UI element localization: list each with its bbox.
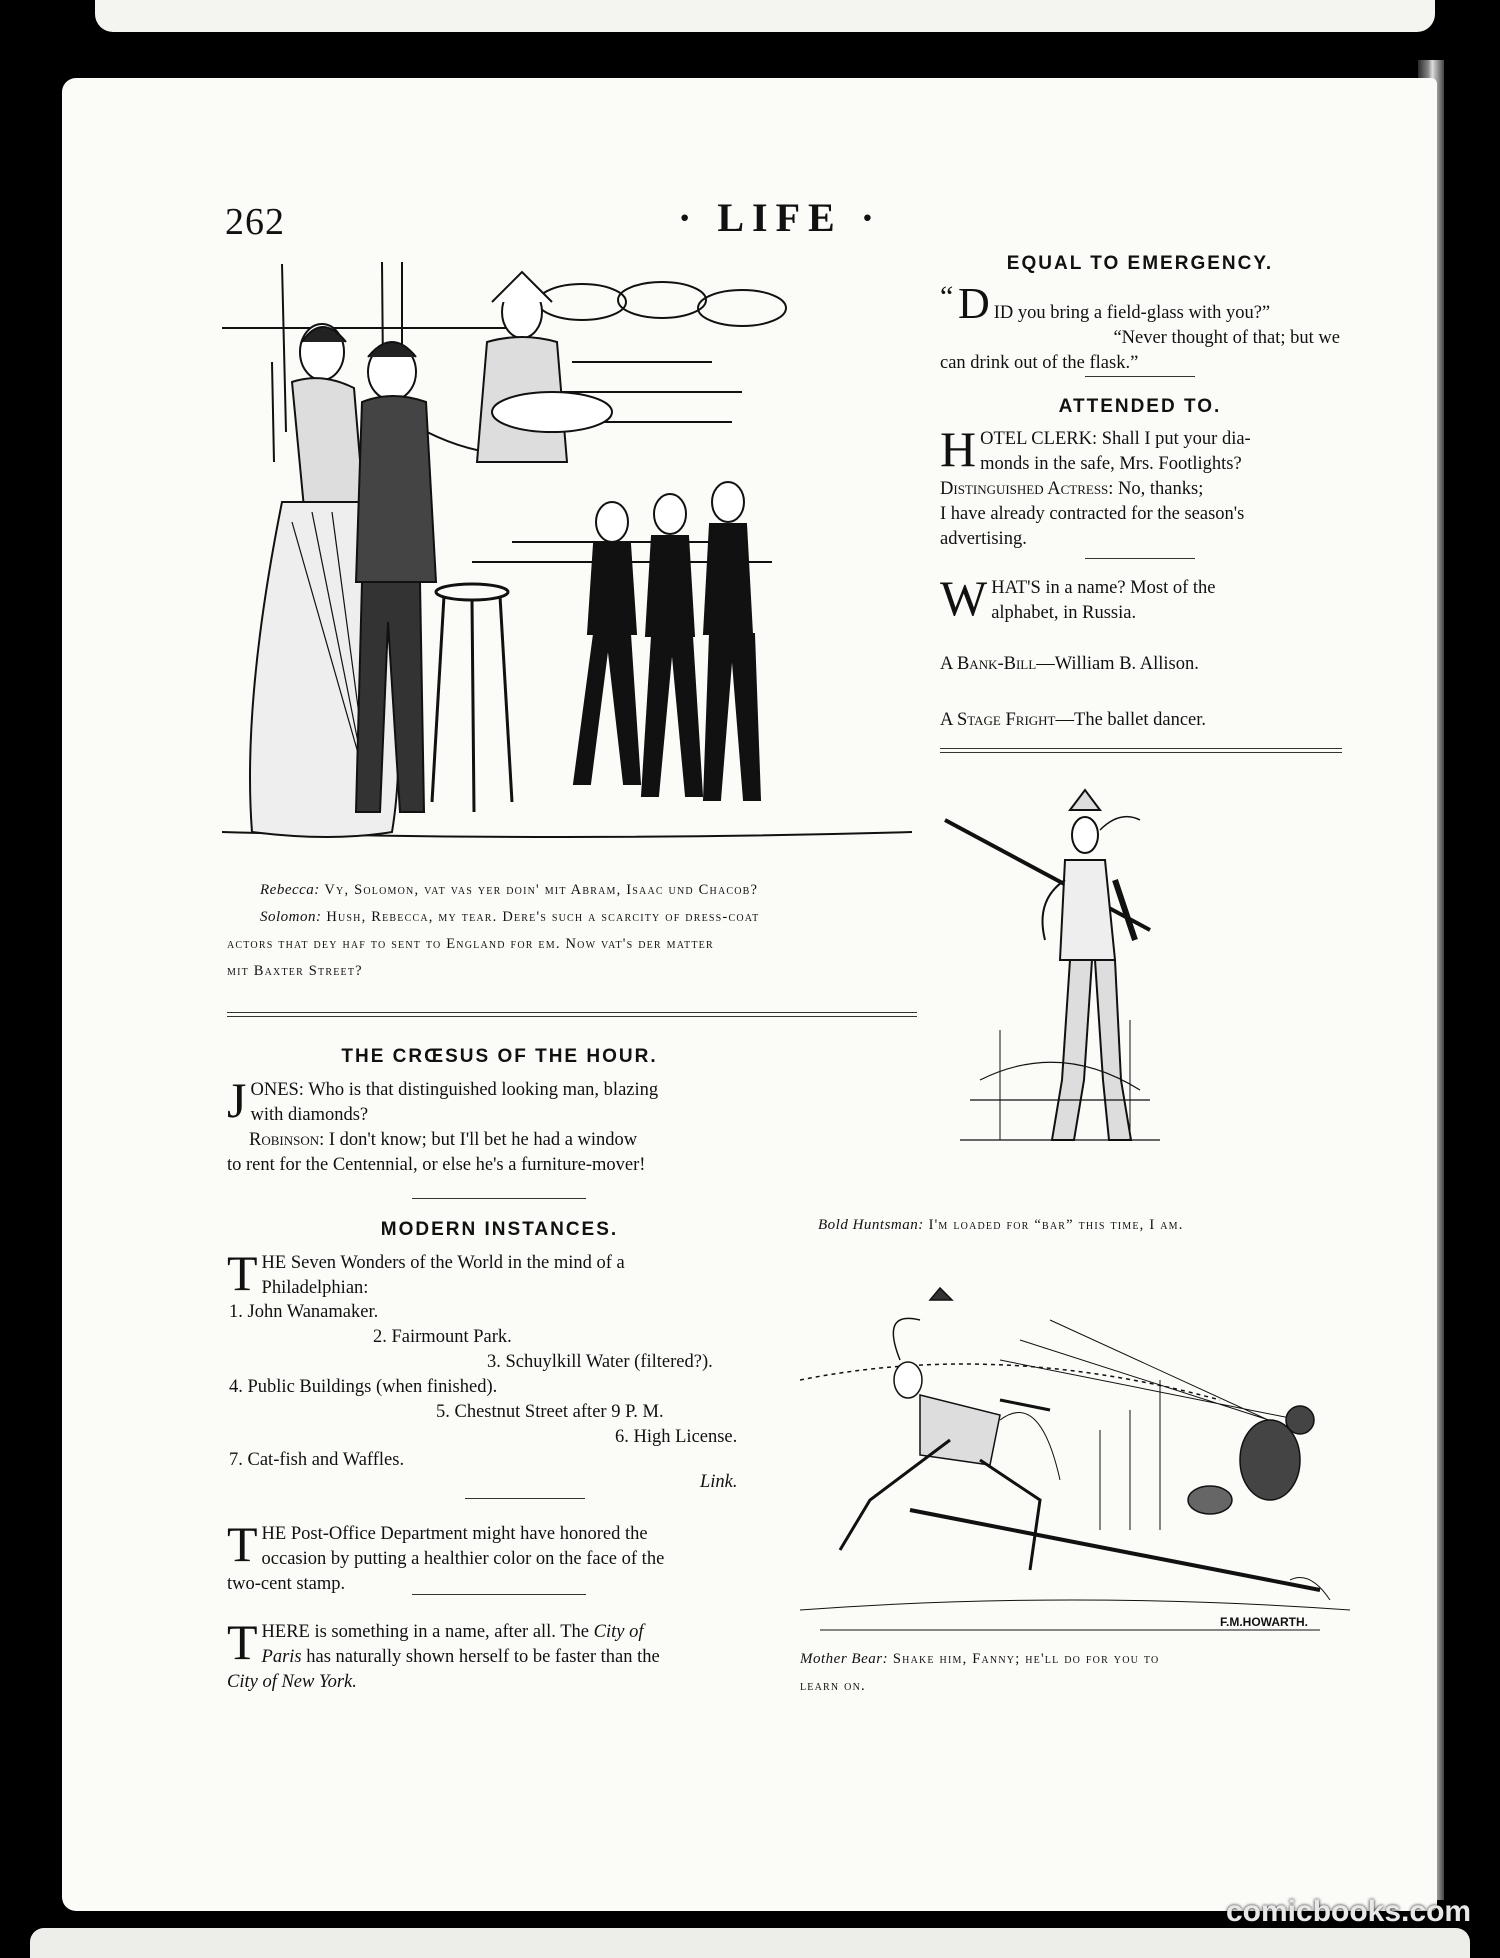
cartoon1-caption [227, 877, 917, 985]
speaker: Distinguished Actress: [940, 479, 1114, 499]
drop-cap: W [940, 570, 988, 626]
whats-in-name-text [940, 570, 1340, 626]
mother-bear-illustration [800, 1280, 1350, 1640]
heading-equal-to-emergency: EQUAL TO EMERGENCY. [1006, 253, 1274, 274]
masthead-title: · LIFE · [678, 195, 883, 240]
text-line: “Never thought of that; but we [1113, 328, 1340, 348]
caption-text: I'm loaded for “bar” this time, I am. [928, 1217, 1184, 1233]
text-line: : I don't know; but I'll bet he had a window [319, 1130, 638, 1150]
caption-speaker-rebecca: Rebecca: [260, 882, 320, 898]
attended-text [940, 421, 1340, 552]
section-divider [940, 748, 1342, 753]
text-line: HE Post-Office Department might have honored the [261, 1524, 648, 1544]
text-line: ONES: Who is that distinguished looking man, blazing [250, 1080, 659, 1100]
drop-cap: T [227, 1245, 258, 1301]
text-line: alphabet, in Russia. [991, 603, 1137, 623]
section-divider [227, 1012, 917, 1017]
text-line: Philadelphian: [261, 1278, 369, 1298]
text-line: has naturally shown herself to be faster than the [306, 1647, 660, 1667]
adjacent-page-bottom [30, 1928, 1470, 1958]
figure-three-boys [574, 482, 760, 800]
wonder-item: 1. John Wanamaker. [229, 1302, 379, 1322]
drop-cap: T [227, 1516, 258, 1572]
stool [432, 584, 512, 812]
adjacent-page-top [95, 0, 1435, 32]
modern-intro [227, 1245, 770, 1301]
short-rule [465, 1498, 585, 1499]
text-line: occasion by putting a healthier color on the face of the [261, 1549, 665, 1569]
text-line: advertising. [940, 529, 1027, 549]
caption-line: actors that dey haf to sent to England for em. Now vat's der matter [227, 936, 714, 952]
caption-text: Shake him, Fanny; he'll do for you to [892, 1651, 1160, 1667]
italic-phrase: City of New York. [227, 1672, 357, 1692]
huntsman-illustration [940, 780, 1170, 1180]
huntsman-caption [818, 1212, 1338, 1239]
figure-baker [477, 272, 612, 462]
short-rule [1085, 376, 1195, 377]
italic-phrase: Paris [261, 1647, 302, 1667]
heading-croesus: THE CRŒSUS OF THE HOUR. [341, 1046, 658, 1067]
drop-cap: J [227, 1072, 247, 1128]
caption-speaker-solomon: Solomon: [260, 909, 322, 925]
text-line: ID you bring a field-glass with you?” [993, 303, 1271, 323]
wonder-item: 2. Fairmount Park. [373, 1327, 512, 1347]
wonder-item: 5. Chestnut Street after 9 P. M. [436, 1402, 664, 1422]
wonder-item: 6. High License. [615, 1427, 738, 1447]
site-watermark: comicbooks.com [1226, 1895, 1472, 1928]
text-line: two-cent stamp. [227, 1574, 346, 1594]
italic-phrase: City of [593, 1622, 644, 1642]
caption-speaker: Bold Huntsman: [818, 1217, 924, 1233]
caption-speaker: Mother Bear: [800, 1651, 889, 1667]
joke-lead: A Stage Fright [940, 710, 1056, 730]
text-line: HERE is something in a name, after all. The [261, 1622, 589, 1642]
bank-bill-joke [940, 652, 1340, 677]
artist-signature: F.M.HOWARTH. [1220, 1615, 1308, 1629]
heading-modern-instances: MODERN INSTANCES. [380, 1219, 619, 1240]
text-line: can drink out of the flask.” [940, 353, 1139, 373]
open-quote: “ [940, 280, 954, 313]
something-in-name-text [227, 1614, 770, 1695]
text-line: with diamonds? [250, 1105, 369, 1125]
caption-text: learn on. [800, 1678, 866, 1694]
post-office-text [227, 1516, 770, 1597]
wonder-item: 4. Public Buildings (when finished). [229, 1377, 498, 1397]
caption-line: Vy, Solomon, vat vas yer doin' mit Abram, Isaac und Chacob? [324, 882, 759, 898]
drop-cap: T [227, 1614, 258, 1670]
wonder-item: 3. Schuylkill Water (filtered?). [487, 1352, 713, 1372]
short-rule [412, 1198, 586, 1199]
text-line: OTEL CLERK: Shall I put your dia- [980, 429, 1251, 449]
croesus-text [227, 1072, 770, 1178]
text-line: HE Seven Wonders of the World in the mind of a [261, 1253, 625, 1273]
text-line: HAT'S in a name? Most of the [991, 578, 1216, 598]
author-signature: Link. [700, 1472, 738, 1492]
short-rule [412, 1594, 586, 1595]
drop-cap: H [940, 421, 977, 477]
mother-bear-caption [800, 1646, 1345, 1700]
emergency-text [940, 279, 1340, 376]
joke-text: —William B. Allison. [1036, 654, 1199, 674]
text-line: monds in the safe, Mrs. Footlights? [980, 454, 1242, 474]
joke-text: —The ballet dancer. [1055, 710, 1207, 730]
wonder-item: 7. Cat-fish and Waffles. [229, 1450, 405, 1470]
cartoon-bakery-illustration [222, 262, 912, 852]
text-line: to rent for the Centennial, or else he's a furniture-mover! [227, 1155, 646, 1175]
text-line: No, thanks; [1118, 479, 1204, 499]
heading-attended-to: ATTENDED TO. [1058, 396, 1222, 417]
speaker: Robinson [249, 1130, 320, 1150]
text-line: I have already contracted for the season's [940, 504, 1245, 524]
caption-line: Hush, Rebecca, my tear. Dere's such a scarcity of dress-coat [326, 909, 760, 925]
short-rule [1085, 558, 1195, 559]
drop-cap: D [957, 279, 990, 328]
page-number: 262 [225, 201, 285, 243]
stage-fright-joke [940, 708, 1340, 733]
joke-lead: A Bank-Bill [940, 654, 1037, 674]
caption-line: mit Baxter Street? [227, 963, 363, 979]
